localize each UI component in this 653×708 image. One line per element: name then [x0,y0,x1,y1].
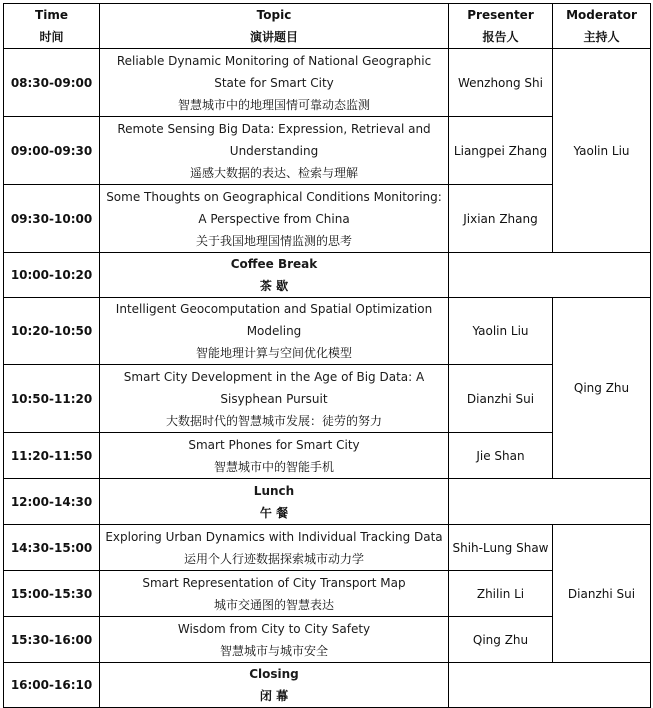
presenter-cell: Yaolin Liu [449,298,553,365]
table-row [4,525,651,571]
topic-cell: Smart City Development in the Age of Big Data: A Sisyphean Pursuit 大数据时代的智慧城市发展：徒劳的努力 [100,365,449,433]
topic-cell: Exploring Urban Dynamics with Individual Tracking Data 运用个人行迹数据探索城市动力学 [100,525,449,571]
topic-cell: Wisdom from City to City Safety 智慧城市与城市安全 [100,617,449,663]
moderator-cell: Qing Zhu [553,298,651,479]
empty-cell [449,663,651,708]
time-cell: 08:30-09:00 [4,49,100,117]
topic-cell: Some Thoughts on Geographical Conditions Monitoring: A Perspective from China 关于我国地理国情监测的思考 [100,185,449,253]
time-cell: 10:50-11:20 [4,365,100,433]
schedule-table [3,3,651,708]
time-cell: 09:30-10:00 [4,185,100,253]
presenter-cell: Jixian Zhang [449,185,553,253]
empty-cell [449,253,651,298]
break-cell: Lunch 午 餐 [100,479,449,525]
moderator-cell: Dianzhi Sui [553,525,651,663]
moderator-cell: Yaolin Liu [553,49,651,253]
time-cell: 16:00-16:10 [4,663,100,708]
time-cell: 10:20-10:50 [4,298,100,365]
time-cell: 11:20-11:50 [4,433,100,479]
topic-cell: Remote Sensing Big Data: Expression, Retrieval and Understanding 遥感大数据的表达、检索与理解 [100,117,449,185]
break-cell: Coffee Break 茶 歇 [100,253,449,298]
time-cell: 14:30-15:00 [4,525,100,571]
time-cell: 12:00-14:30 [4,479,100,525]
table-row [4,253,651,298]
time-cell: 10:00-10:20 [4,253,100,298]
time-cell: 15:30-16:00 [4,617,100,663]
topic-cell: Reliable Dynamic Monitoring of National Geographic State for Smart City 智慧城市中的地理国情可靠动态监测 [100,49,449,117]
time-cell: 15:00-15:30 [4,571,100,617]
table-row [4,663,651,708]
presenter-cell: Jie Shan [449,433,553,479]
topic-cell: Smart Phones for Smart City 智慧城市中的智能手机 [100,433,449,479]
presenter-cell: Wenzhong Shi [449,49,553,117]
presenter-cell: Liangpei Zhang [449,117,553,185]
empty-cell [449,479,651,525]
topic-cell: Smart Representation of City Transport Map 城市交通图的智慧表达 [100,571,449,617]
header-moderator: Moderator 主持人 [553,4,651,49]
header-time: Time 时间 [4,4,100,49]
table-row [4,479,651,525]
time-cell: 09:00-09:30 [4,117,100,185]
presenter-cell: Qing Zhu [449,617,553,663]
header-presenter: Presenter 报告人 [449,4,553,49]
table-row [4,298,651,365]
header-topic: Topic 演讲题目 [100,4,449,49]
break-cell: Closing 闭 幕 [100,663,449,708]
table-row [4,49,651,117]
presenter-cell: Dianzhi Sui [449,365,553,433]
header-row [4,4,651,49]
topic-cell: Intelligent Geocomputation and Spatial Optimization Modeling 智能地理计算与空间优化模型 [100,298,449,365]
presenter-cell: Shih-Lung Shaw [449,525,553,571]
presenter-cell: Zhilin Li [449,571,553,617]
